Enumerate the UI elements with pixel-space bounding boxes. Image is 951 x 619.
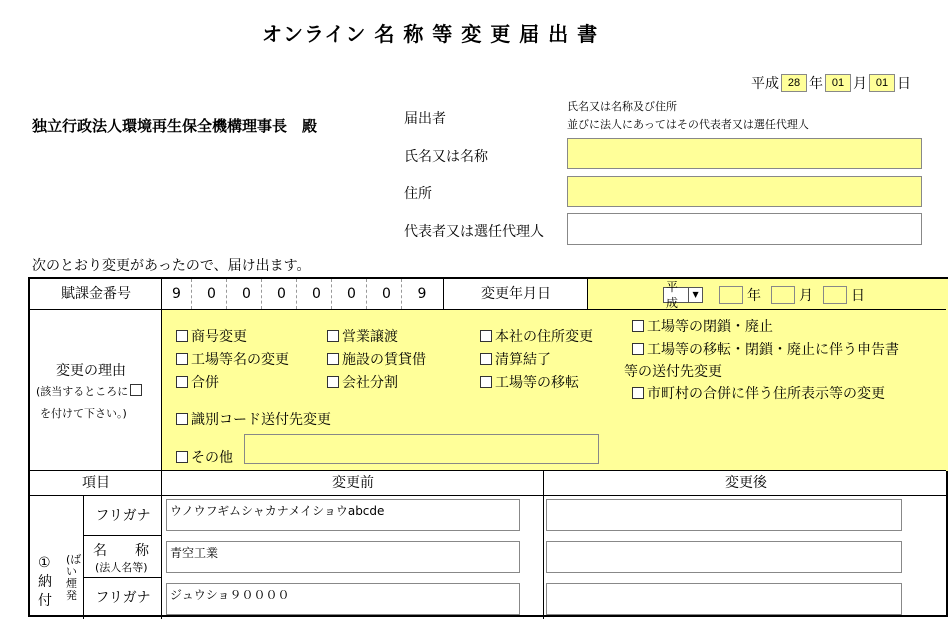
reason-options bbox=[162, 310, 948, 471]
furigana-label: フリガナ bbox=[95, 508, 151, 524]
checkbox[interactable] bbox=[480, 330, 492, 342]
change-year-unit: 年 bbox=[747, 287, 761, 304]
before-furigana-input-2[interactable]: ジュウショ９００００ bbox=[166, 583, 520, 615]
address-input[interactable] bbox=[567, 176, 922, 207]
checkbox[interactable] bbox=[176, 451, 188, 463]
checkbox[interactable] bbox=[176, 330, 188, 342]
reason-note-2: を付けて下さい。) bbox=[40, 407, 127, 420]
option-company-split[interactable]: 会社分割 bbox=[327, 372, 398, 392]
grid-line bbox=[587, 279, 588, 310]
option-factory-relocation[interactable]: 工場等の移転 bbox=[480, 372, 579, 392]
change-year-input[interactable] bbox=[719, 286, 743, 304]
notifier-note-2: 並びに法人にあってはその代表者又は選任代理人 bbox=[567, 118, 809, 131]
checkbox[interactable] bbox=[176, 353, 188, 365]
checkbox[interactable] bbox=[327, 376, 339, 388]
grid-line bbox=[543, 470, 544, 619]
option-report-address-change[interactable]: 工場等の移転・閉鎖・廃止に伴う申告書 bbox=[632, 339, 899, 359]
option-id-code-address-change[interactable]: 識別コード送付先変更 bbox=[176, 409, 331, 429]
levy-digit: 0 bbox=[337, 279, 367, 309]
levy-digit: 9 bbox=[417, 286, 427, 302]
after-name-input[interactable] bbox=[546, 541, 902, 573]
submission-date bbox=[751, 73, 911, 93]
grid-line bbox=[84, 577, 162, 578]
representative-input[interactable] bbox=[567, 213, 922, 245]
grid-line bbox=[83, 495, 84, 619]
checkbox[interactable] bbox=[480, 376, 492, 388]
change-date-field bbox=[588, 279, 948, 310]
corp-name-sub: (法人名等) bbox=[95, 561, 148, 574]
section-label: ①納付 bbox=[38, 555, 52, 609]
before-header: 変更前 bbox=[332, 475, 374, 491]
name-label: 氏名又は名称 bbox=[404, 149, 488, 165]
representative-label: 代表者又は選任代理人 bbox=[404, 224, 544, 240]
reason-label-cell bbox=[30, 310, 162, 471]
option-trade-name-change[interactable]: 商号変更 bbox=[176, 326, 247, 346]
option-factory-name-change[interactable]: 工場等名の変更 bbox=[176, 349, 289, 369]
checkbox[interactable] bbox=[327, 353, 339, 365]
page-title: オンライン 名 称 等 変 更 届 出 書 bbox=[262, 22, 599, 46]
grid-line bbox=[161, 279, 162, 619]
after-furigana-input[interactable] bbox=[546, 499, 902, 531]
change-day-input[interactable] bbox=[823, 286, 847, 304]
name-label-cell bbox=[84, 536, 162, 578]
levy-number-digits bbox=[162, 279, 444, 310]
corp-name-label: 名 称 bbox=[93, 543, 149, 559]
option-business-transfer[interactable]: 営業譲渡 bbox=[327, 326, 398, 346]
intro-text: 次のとおり変更があったので、届け出ます。 bbox=[32, 258, 311, 274]
levy-digit: 9 bbox=[162, 279, 192, 309]
levy-digit: 0 bbox=[232, 279, 262, 309]
change-table bbox=[28, 277, 948, 617]
levy-digit: 0 bbox=[302, 279, 332, 309]
section-sub-cell bbox=[60, 496, 84, 619]
item-header: 項目 bbox=[82, 475, 110, 491]
other-reason-input[interactable] bbox=[244, 434, 599, 464]
levy-digit: 0 bbox=[372, 279, 402, 309]
grid-line bbox=[84, 535, 162, 536]
checkbox[interactable] bbox=[632, 387, 644, 399]
option-municipal-merger[interactable]: 市町村の合併に伴う住所表示等の変更 bbox=[632, 383, 885, 403]
change-month-input[interactable] bbox=[771, 286, 795, 304]
change-month-unit: 月 bbox=[799, 287, 813, 304]
reason-label: 変更の理由 bbox=[56, 363, 126, 379]
name-input[interactable] bbox=[567, 138, 922, 169]
date-year-unit: 年 bbox=[809, 76, 823, 92]
furigana-label-2: フリガナ bbox=[95, 590, 151, 606]
reason-note-1: (該当するところに bbox=[36, 385, 129, 398]
levy-digit: 0 bbox=[267, 279, 297, 309]
grid-line bbox=[443, 279, 444, 310]
change-day-unit: 日 bbox=[851, 287, 865, 304]
grid-line bbox=[30, 470, 946, 471]
checkbox[interactable] bbox=[632, 343, 644, 355]
date-era: 平成 bbox=[751, 76, 779, 92]
option-other[interactable]: その他 bbox=[176, 447, 233, 467]
date-year-input[interactable] bbox=[781, 74, 807, 92]
checkbox[interactable] bbox=[480, 353, 492, 365]
era-select-value: 平成 bbox=[666, 279, 679, 310]
checkbox[interactable] bbox=[176, 413, 188, 425]
checkbox[interactable] bbox=[632, 320, 644, 332]
after-header: 変更後 bbox=[725, 475, 767, 491]
before-name-input[interactable]: 青空工業 bbox=[166, 541, 520, 573]
checkbox[interactable] bbox=[176, 376, 188, 388]
era-select[interactable] bbox=[663, 279, 703, 310]
section-sub-label: (ばい煙発 bbox=[66, 553, 82, 602]
grid-line bbox=[30, 495, 946, 496]
levy-digit: 0 bbox=[197, 279, 227, 309]
option-facility-lease[interactable]: 施設の賃貸借 bbox=[327, 349, 426, 369]
address-label: 住所 bbox=[404, 186, 432, 202]
grid-line bbox=[30, 309, 946, 310]
levy-number-label: 賦課金番号 bbox=[61, 286, 131, 302]
checkbox-icon bbox=[130, 384, 142, 396]
option-head-office-move[interactable]: 本社の住所変更 bbox=[480, 326, 593, 346]
section-cell bbox=[30, 496, 60, 619]
date-month-unit: 月 bbox=[853, 76, 867, 92]
chevron-down-icon[interactable]: ▼ bbox=[688, 288, 702, 302]
change-date-label: 変更年月日 bbox=[481, 286, 551, 302]
notifier-label: 届出者 bbox=[404, 111, 446, 127]
date-day-input[interactable] bbox=[869, 74, 895, 92]
option-report-address-change-cont: 等の送付先変更 bbox=[624, 364, 722, 380]
date-month-input[interactable] bbox=[825, 74, 851, 92]
before-furigana-input[interactable]: ウノウフギムシャカナメイショウabcde bbox=[166, 499, 520, 531]
option-liquidation[interactable]: 清算結了 bbox=[480, 349, 551, 369]
after-furigana-input-2[interactable] bbox=[546, 583, 902, 615]
date-day-unit: 日 bbox=[897, 76, 911, 92]
addressee: 独立行政法人環境再生保全機構理事長 殿 bbox=[32, 117, 318, 135]
notifier-note-1: 氏名又は名称及び住所 bbox=[567, 100, 677, 113]
option-merger[interactable]: 合併 bbox=[176, 372, 219, 392]
option-factory-closure[interactable]: 工場等の閉鎖・廃止 bbox=[632, 316, 773, 336]
checkbox[interactable] bbox=[327, 330, 339, 342]
